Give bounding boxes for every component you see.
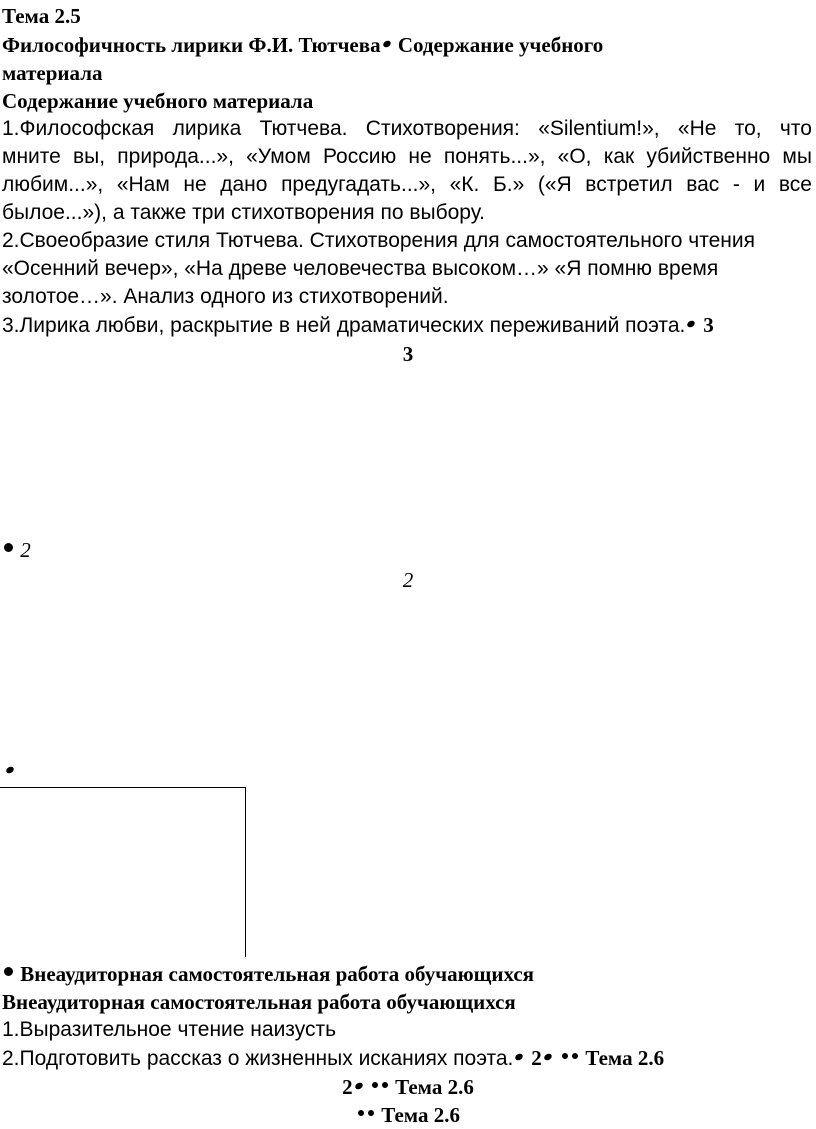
center-hours-value: 2 <box>342 1075 353 1099</box>
item1-line2 <box>2 143 812 171</box>
word: («Я <box>537 173 572 196</box>
independent-work-heading-text: Внеаудиторная самостоятельная работа обучающихся <box>2 990 516 1014</box>
word: любим...», <box>2 173 104 196</box>
table-cell-frame <box>0 787 246 957</box>
item3-hours: 3 <box>703 313 714 337</box>
bullet-icon <box>357 1109 365 1117</box>
item2-line2-text: «Осенний вечер», «На древе человечества высоком…» «Я помню время <box>2 257 719 280</box>
word: понять...», <box>443 145 546 168</box>
item1-line3 <box>2 171 812 199</box>
hours2-left-value: 2 <box>20 538 31 562</box>
bullet-icon <box>368 1110 374 1116</box>
item2-line3 <box>2 283 449 311</box>
word: Тютчева. <box>259 117 348 140</box>
topic-title-line2 <box>2 59 103 87</box>
word: Россию <box>322 145 397 168</box>
word: встретил <box>585 173 673 196</box>
word: вас <box>686 173 720 196</box>
task2-text: 2.Подготовить рассказ о жизненных исканиях поэта. <box>2 1047 514 1070</box>
word: «Не <box>677 117 717 140</box>
section-heading <box>2 87 313 115</box>
item2-line1-text: 2.Своеобразие стиля Тютчева. Стихотворения для самостоятельного чтения <box>2 229 755 252</box>
item2-line2 <box>2 255 718 283</box>
bullet-icon <box>382 1082 388 1088</box>
item3-line <box>2 311 714 340</box>
word: и <box>753 173 766 196</box>
task2-next-topic: Тема 2.6 <box>585 1046 665 1070</box>
task1 <box>2 1016 336 1044</box>
bullet-icon <box>5 765 15 774</box>
word: «Умом <box>246 145 311 168</box>
item1-line4-text: былое...»), а также три стихотворения по выбору. <box>2 201 485 224</box>
word: «О, <box>557 145 592 168</box>
independent-work-heading <box>2 988 516 1016</box>
lone-bullet <box>4 757 16 785</box>
bullet-icon <box>572 1053 578 1059</box>
word: лирика <box>172 117 242 140</box>
center-hours-topic <box>0 1073 816 1101</box>
item2-line3-text: золотое…». Анализ одного из стихотворений. <box>2 285 449 308</box>
bullet-icon <box>4 543 13 552</box>
bullet-icon <box>560 1052 568 1060</box>
item1-line4 <box>2 199 485 227</box>
word: что <box>779 117 812 140</box>
task1-text: 1.Выразительное чтение наизусть <box>2 1018 337 1041</box>
word: то, <box>734 117 762 140</box>
topic-label <box>2 2 81 30</box>
word: «К. <box>449 173 480 196</box>
hours2-center <box>0 566 816 594</box>
topic-title <box>2 31 603 59</box>
topic-title-continuation: Содержание учебного <box>397 33 604 57</box>
bullet-icon <box>4 967 13 976</box>
bullet-icon <box>686 319 696 328</box>
word: убийственно <box>646 145 771 168</box>
hours2-center-value: 2 <box>402 568 414 592</box>
topic-title-end: материала <box>2 61 103 85</box>
bullet-icon <box>354 1081 364 1090</box>
word: 1.Философская <box>2 117 155 140</box>
independent-work-heading-bullet-text: Внеаудиторная самостоятельная работа обучающихся <box>20 962 535 986</box>
item1-line1 <box>2 115 812 143</box>
item3-text: 3.Лирика любви, раскрытие в ней драматических переживаний поэта. <box>2 314 686 337</box>
topic-number: Тема 2.5 <box>2 4 81 28</box>
hours-center <box>0 340 816 368</box>
hours2-left <box>2 536 31 564</box>
center-next-topic: Тема 2.6 <box>395 1075 474 1099</box>
item2-line1 <box>2 227 755 255</box>
word: мните <box>2 145 61 168</box>
bottom-topic <box>0 1101 816 1129</box>
word: природа...», <box>117 145 234 168</box>
bullet-icon <box>371 1081 379 1089</box>
task2 <box>2 1044 664 1073</box>
word: не <box>183 173 207 196</box>
bullet-icon <box>543 1052 553 1061</box>
word: - <box>732 173 740 196</box>
bullet-icon <box>514 1052 524 1061</box>
word: мы <box>782 145 812 168</box>
hours-center-value: 3 <box>402 342 414 366</box>
independent-work-heading-bullet <box>2 960 534 988</box>
word: дано <box>220 173 268 196</box>
task2-hours: 2 <box>531 1046 542 1070</box>
topic-title-text: Философичность лирики Ф.И. Тютчева <box>2 33 381 57</box>
word: все <box>778 173 812 196</box>
word: предугадать...», <box>281 173 437 196</box>
word: «Silentium!», <box>538 117 660 140</box>
word: вы, <box>73 145 106 168</box>
word: Стихотворения: <box>365 117 520 140</box>
word: как <box>603 145 635 168</box>
bottom-next-topic: Тема 2.6 <box>381 1103 460 1127</box>
section-heading-text: Содержание учебного материала <box>2 89 314 113</box>
word: «Нам <box>116 173 170 196</box>
bullet-icon <box>382 39 392 48</box>
word: Б.» <box>492 173 525 196</box>
word: не <box>408 145 432 168</box>
